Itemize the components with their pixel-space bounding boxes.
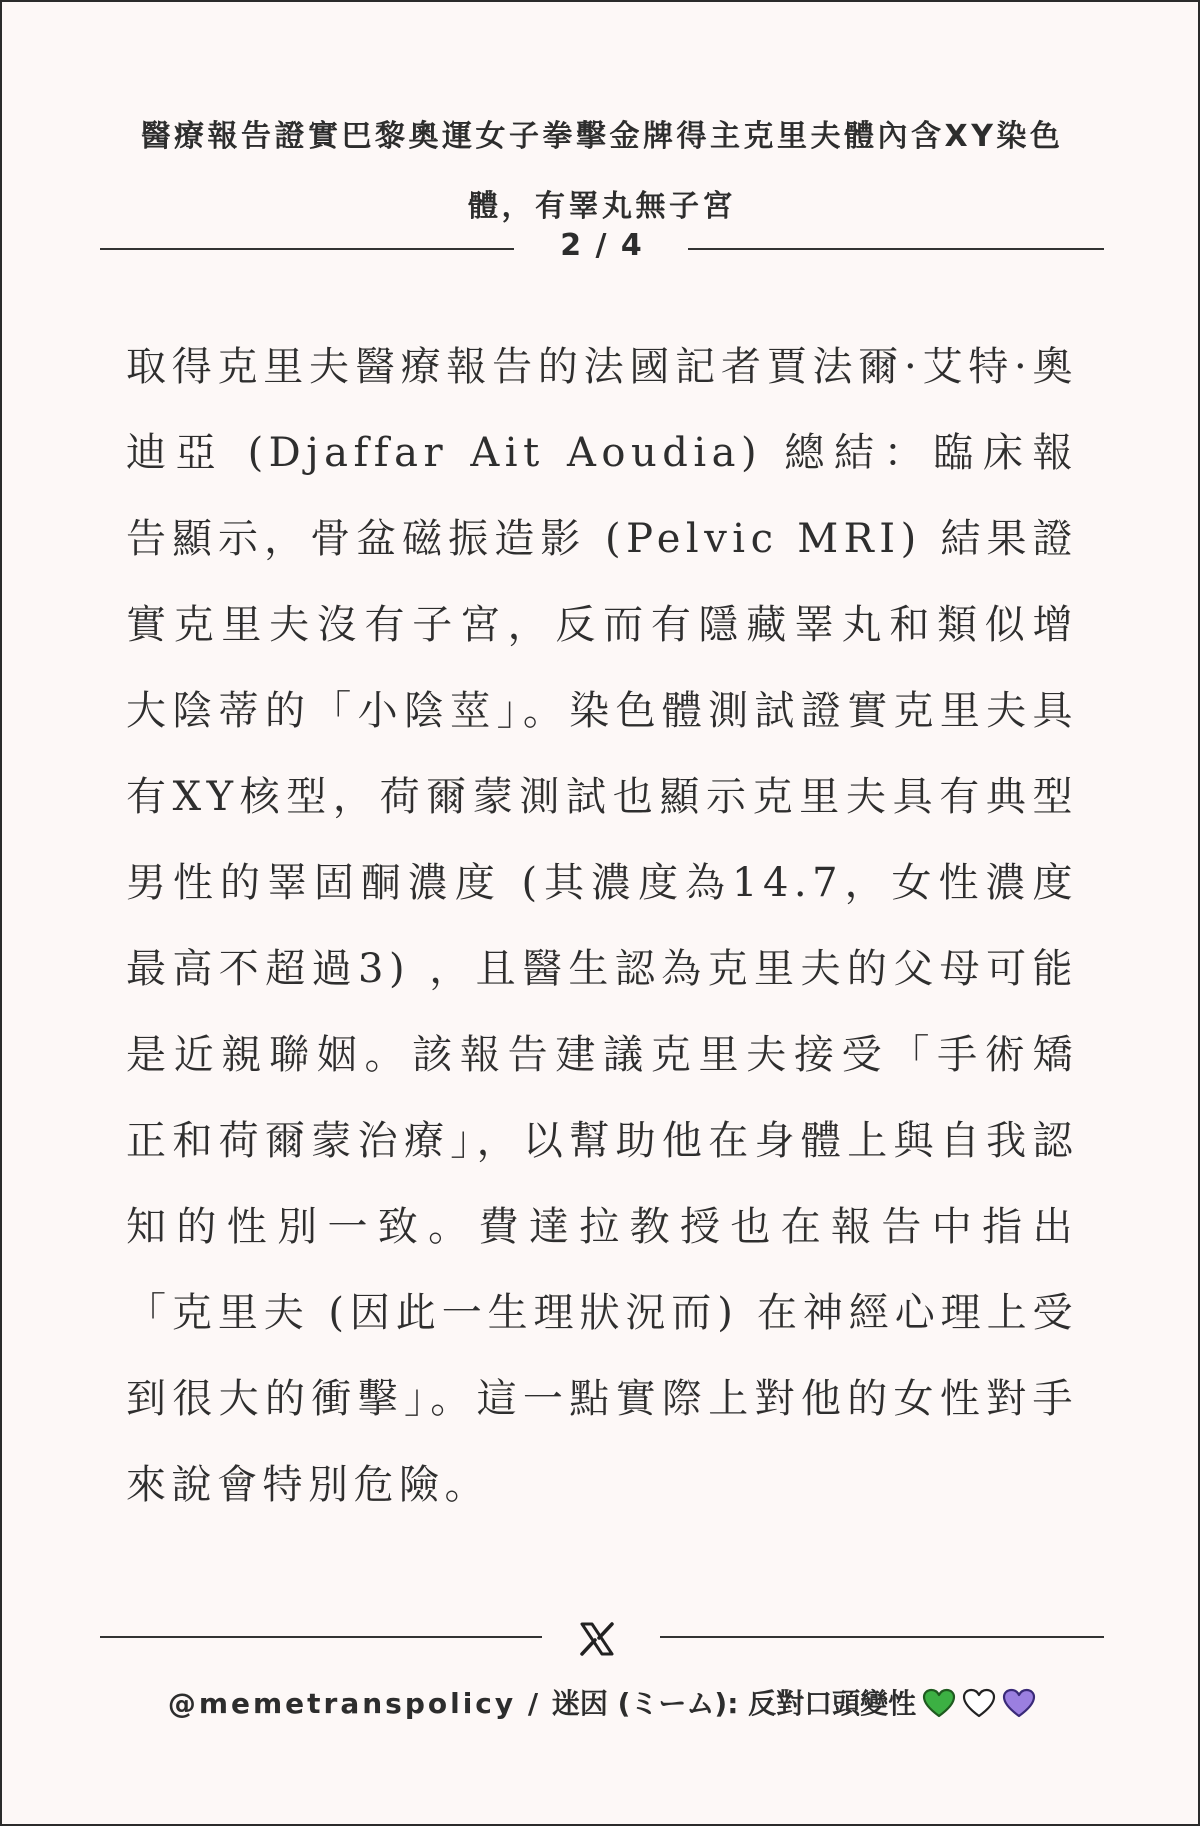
- footer-separator: /: [516, 1687, 552, 1720]
- footer-rule-right: [660, 1636, 1104, 1638]
- article-body: 取得克里夫醫療報告的法國記者賈法爾·艾特·奧迪亞 (Djaffar Ait Aoudia) 總結：臨床報告顯示，骨盆磁振造影 (Pelvic MRI) 結果證實克里夫沒有子宮，反而有隱藏睪丸和類似增大陰蒂的「小陰莖」。染色體測試證實克里夫具有XY核型，荷爾蒙測試也顯示克里夫具有典型男性的睪固酮濃度 (其濃度為14.7，女性濃度最高不超過3) ，且醫生認為克里夫的父母可能是近親聯姻。該報告建議克里夫接受「手術矯正和荷爾蒙治療」，以幫助他在身體上與自我認知的性別一致。費達拉教授也在報告中指出「克里夫 (因此一生理狀況而) 在神經心理上受到很大的衝擊」。這一點實際上對他的女性對手來說會特別危險。: [126, 344, 1078, 1508]
- account-handle: @memetranspolicy: [167, 1687, 517, 1720]
- white-heart-icon: [962, 1688, 996, 1718]
- footer-credit: [62, 1678, 1142, 1730]
- footer-tagline: 迷因 (ミーム): 反對口頭變性: [551, 1687, 917, 1720]
- header-rule-left: [100, 248, 514, 250]
- green-heart-icon: [922, 1688, 956, 1718]
- x-logo-icon: [577, 1619, 617, 1659]
- page-indicator: 2 / 4: [560, 228, 644, 263]
- footer-rule-left: [100, 1636, 542, 1638]
- page-title: 醫療報告證實巴黎奧運女子拳擊金牌得主克里夫體內含XY染色體，有睪丸無子宮: [140, 119, 1064, 224]
- purple-heart-icon: [1002, 1688, 1036, 1718]
- header-rule-right: [688, 248, 1104, 250]
